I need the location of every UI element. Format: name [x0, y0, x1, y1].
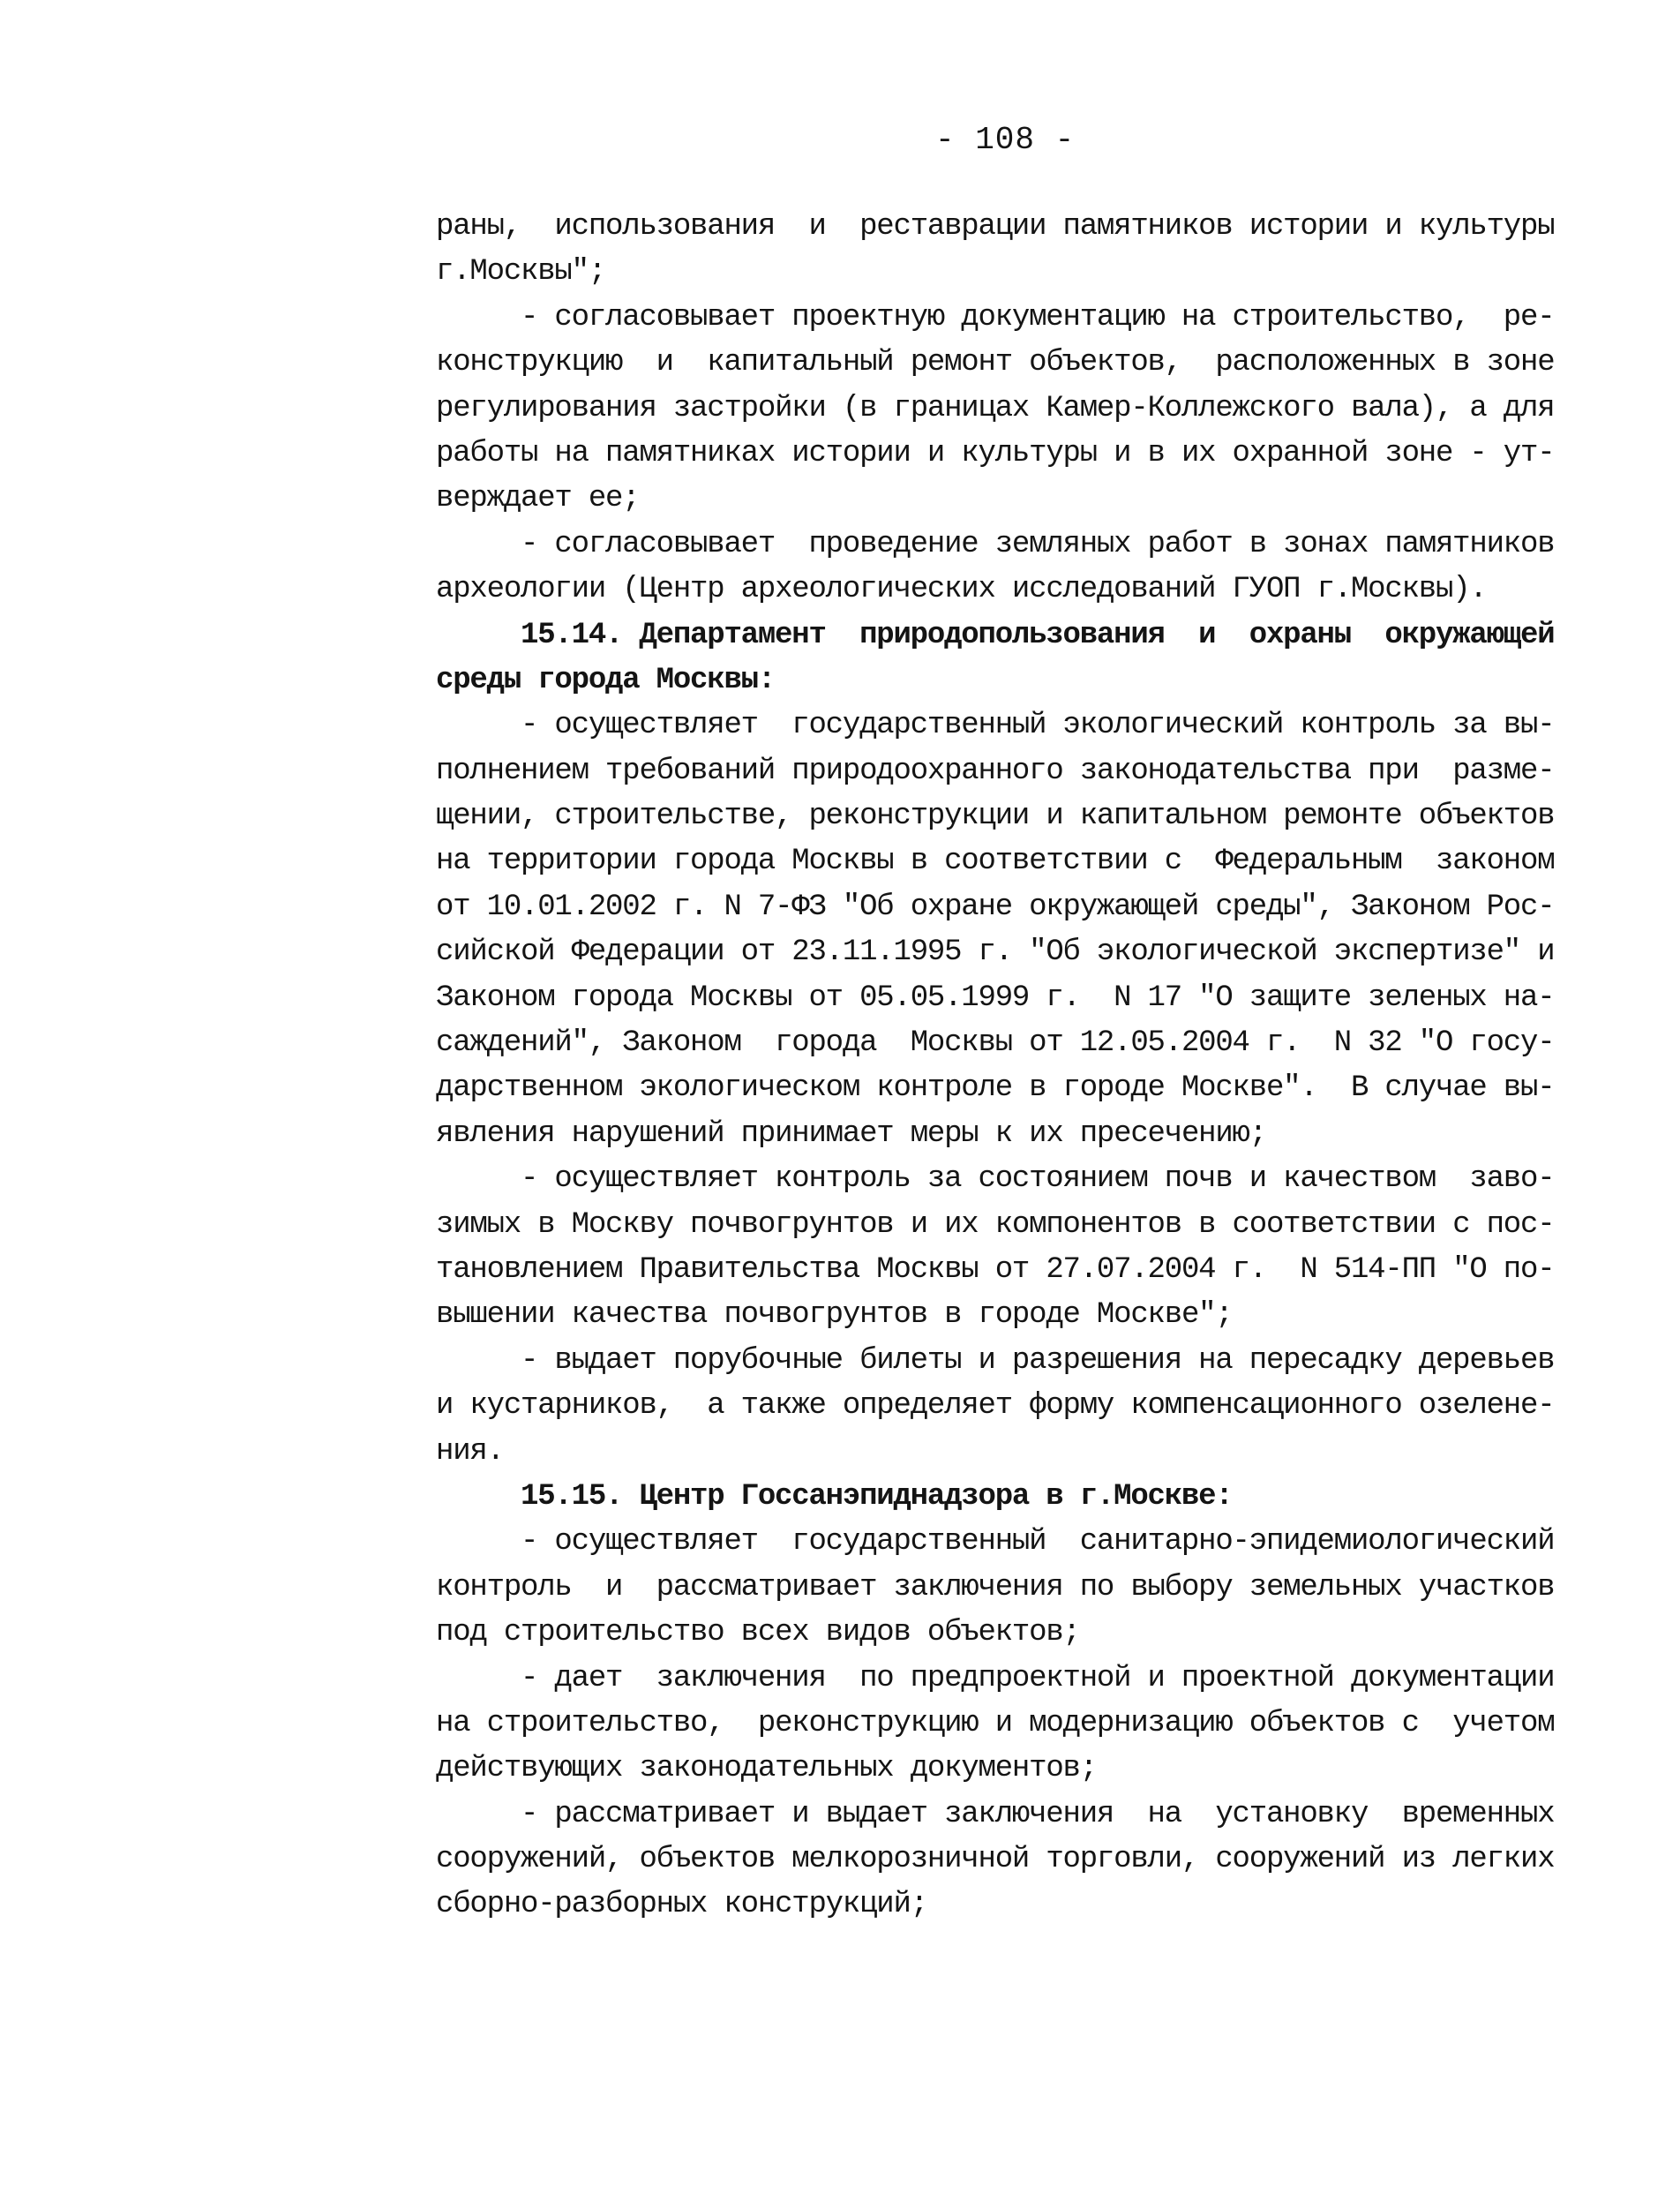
text-line: - осуществляет государственный экологический контроль за вы- — [521, 709, 1555, 743]
text-line: саждений", Законом города Москвы от 12.05.2004 г. N 32 "О госу- — [436, 1026, 1555, 1061]
text-line: зимых в Москву почвогрунтов и их компонентов в соответствии с пос- — [436, 1207, 1555, 1242]
text-line: щении, строительстве, реконструкции и капитальном ремонте объектов — [436, 800, 1555, 834]
text-line: среды города Москвы: — [436, 663, 776, 697]
text-line: - дает заключения по предпроектной и проектной документации — [521, 1661, 1555, 1695]
text-line: - осуществляет контроль за состоянием почв и качеством заво- — [521, 1162, 1555, 1197]
text-line: от 10.01.2002 г. N 7-ФЗ "Об охране окружающей среды", Законом Рос- — [436, 890, 1555, 924]
text-line: раны, использования и реставрации памятников истории и культуры — [436, 210, 1555, 244]
text-line: конструкцию и капитальный ремонт объектов, расположенных в зоне — [436, 346, 1555, 380]
text-line: 15.14. Департамент природопользования и охраны окружающей — [521, 618, 1555, 652]
text-line: - согласовывает проектную документацию на строительство, ре- — [521, 300, 1555, 334]
page-number: - 108 - — [935, 122, 1076, 158]
text-line: - рассматривает и выдает заключения на установку временных — [521, 1797, 1555, 1831]
text-line: на территории города Москвы в соответствии с Федеральным законом — [436, 845, 1555, 879]
text-line: вышении качества почвогрунтов в городе Москве"; — [436, 1298, 1233, 1333]
text-line: верждает ее; — [436, 482, 640, 516]
text-line: и кустарников, а также определяет форму компенсационного озелене- — [436, 1389, 1555, 1424]
text-line: действующих законодательных документов; — [436, 1752, 1097, 1786]
text-line: явления нарушений принимает меры к их пресечению; — [436, 1116, 1266, 1151]
text-line: дарственном экологическом контроле в городе Москве". В случае вы- — [436, 1071, 1555, 1106]
text-line: ния. — [436, 1434, 504, 1469]
text-line: сийской Федерации от 23.11.1995 г. "Об экологической экспертизе" и — [436, 935, 1555, 970]
text-line: работы на памятниках истории и культуры и в их охранной зоне - ут- — [436, 436, 1555, 470]
document-body — [436, 205, 1601, 1928]
text-line: полнением требований природоохранного законодательства при разме- — [436, 754, 1555, 788]
text-line: Законом города Москвы от 05.05.1999 г. N 17 "О защите зеленых на- — [436, 981, 1555, 1015]
text-line: контроль и рассматривает заключения по выбору земельных участков — [436, 1570, 1555, 1604]
text-line: археологии (Центр археологических исследований ГУОП г.Москвы). — [436, 573, 1487, 607]
text-line: - согласовывает проведение земляных работ в зонах памятников — [521, 527, 1555, 561]
text-line: под строительство всех видов объектов; — [436, 1616, 1080, 1650]
text-line: - осуществляет государственный санитарно-эпидемиологический — [521, 1525, 1555, 1559]
text-line: 15.15. Центр Госсанэпиднадзора в г.Москве: — [521, 1479, 1233, 1514]
text-line: тановлением Правительства Москвы от 27.07.2004 г. N 514-ПП "О по- — [436, 1252, 1555, 1287]
text-line: г.Москвы"; — [436, 255, 606, 289]
text-line: - выдает порубочные билеты и разрешения на пересадку деревьев — [521, 1343, 1555, 1378]
text-line: сборно-разборных конструкций; — [436, 1888, 927, 1922]
text-line: на строительство, реконструкцию и модернизацию объектов с учетом — [436, 1706, 1555, 1740]
text-line: регулирования застройки (в границах Камер-Коллежского вала), а для — [436, 391, 1555, 425]
text-line: сооружений, объектов мелкорозничной торговли, сооружений из легких — [436, 1843, 1555, 1877]
